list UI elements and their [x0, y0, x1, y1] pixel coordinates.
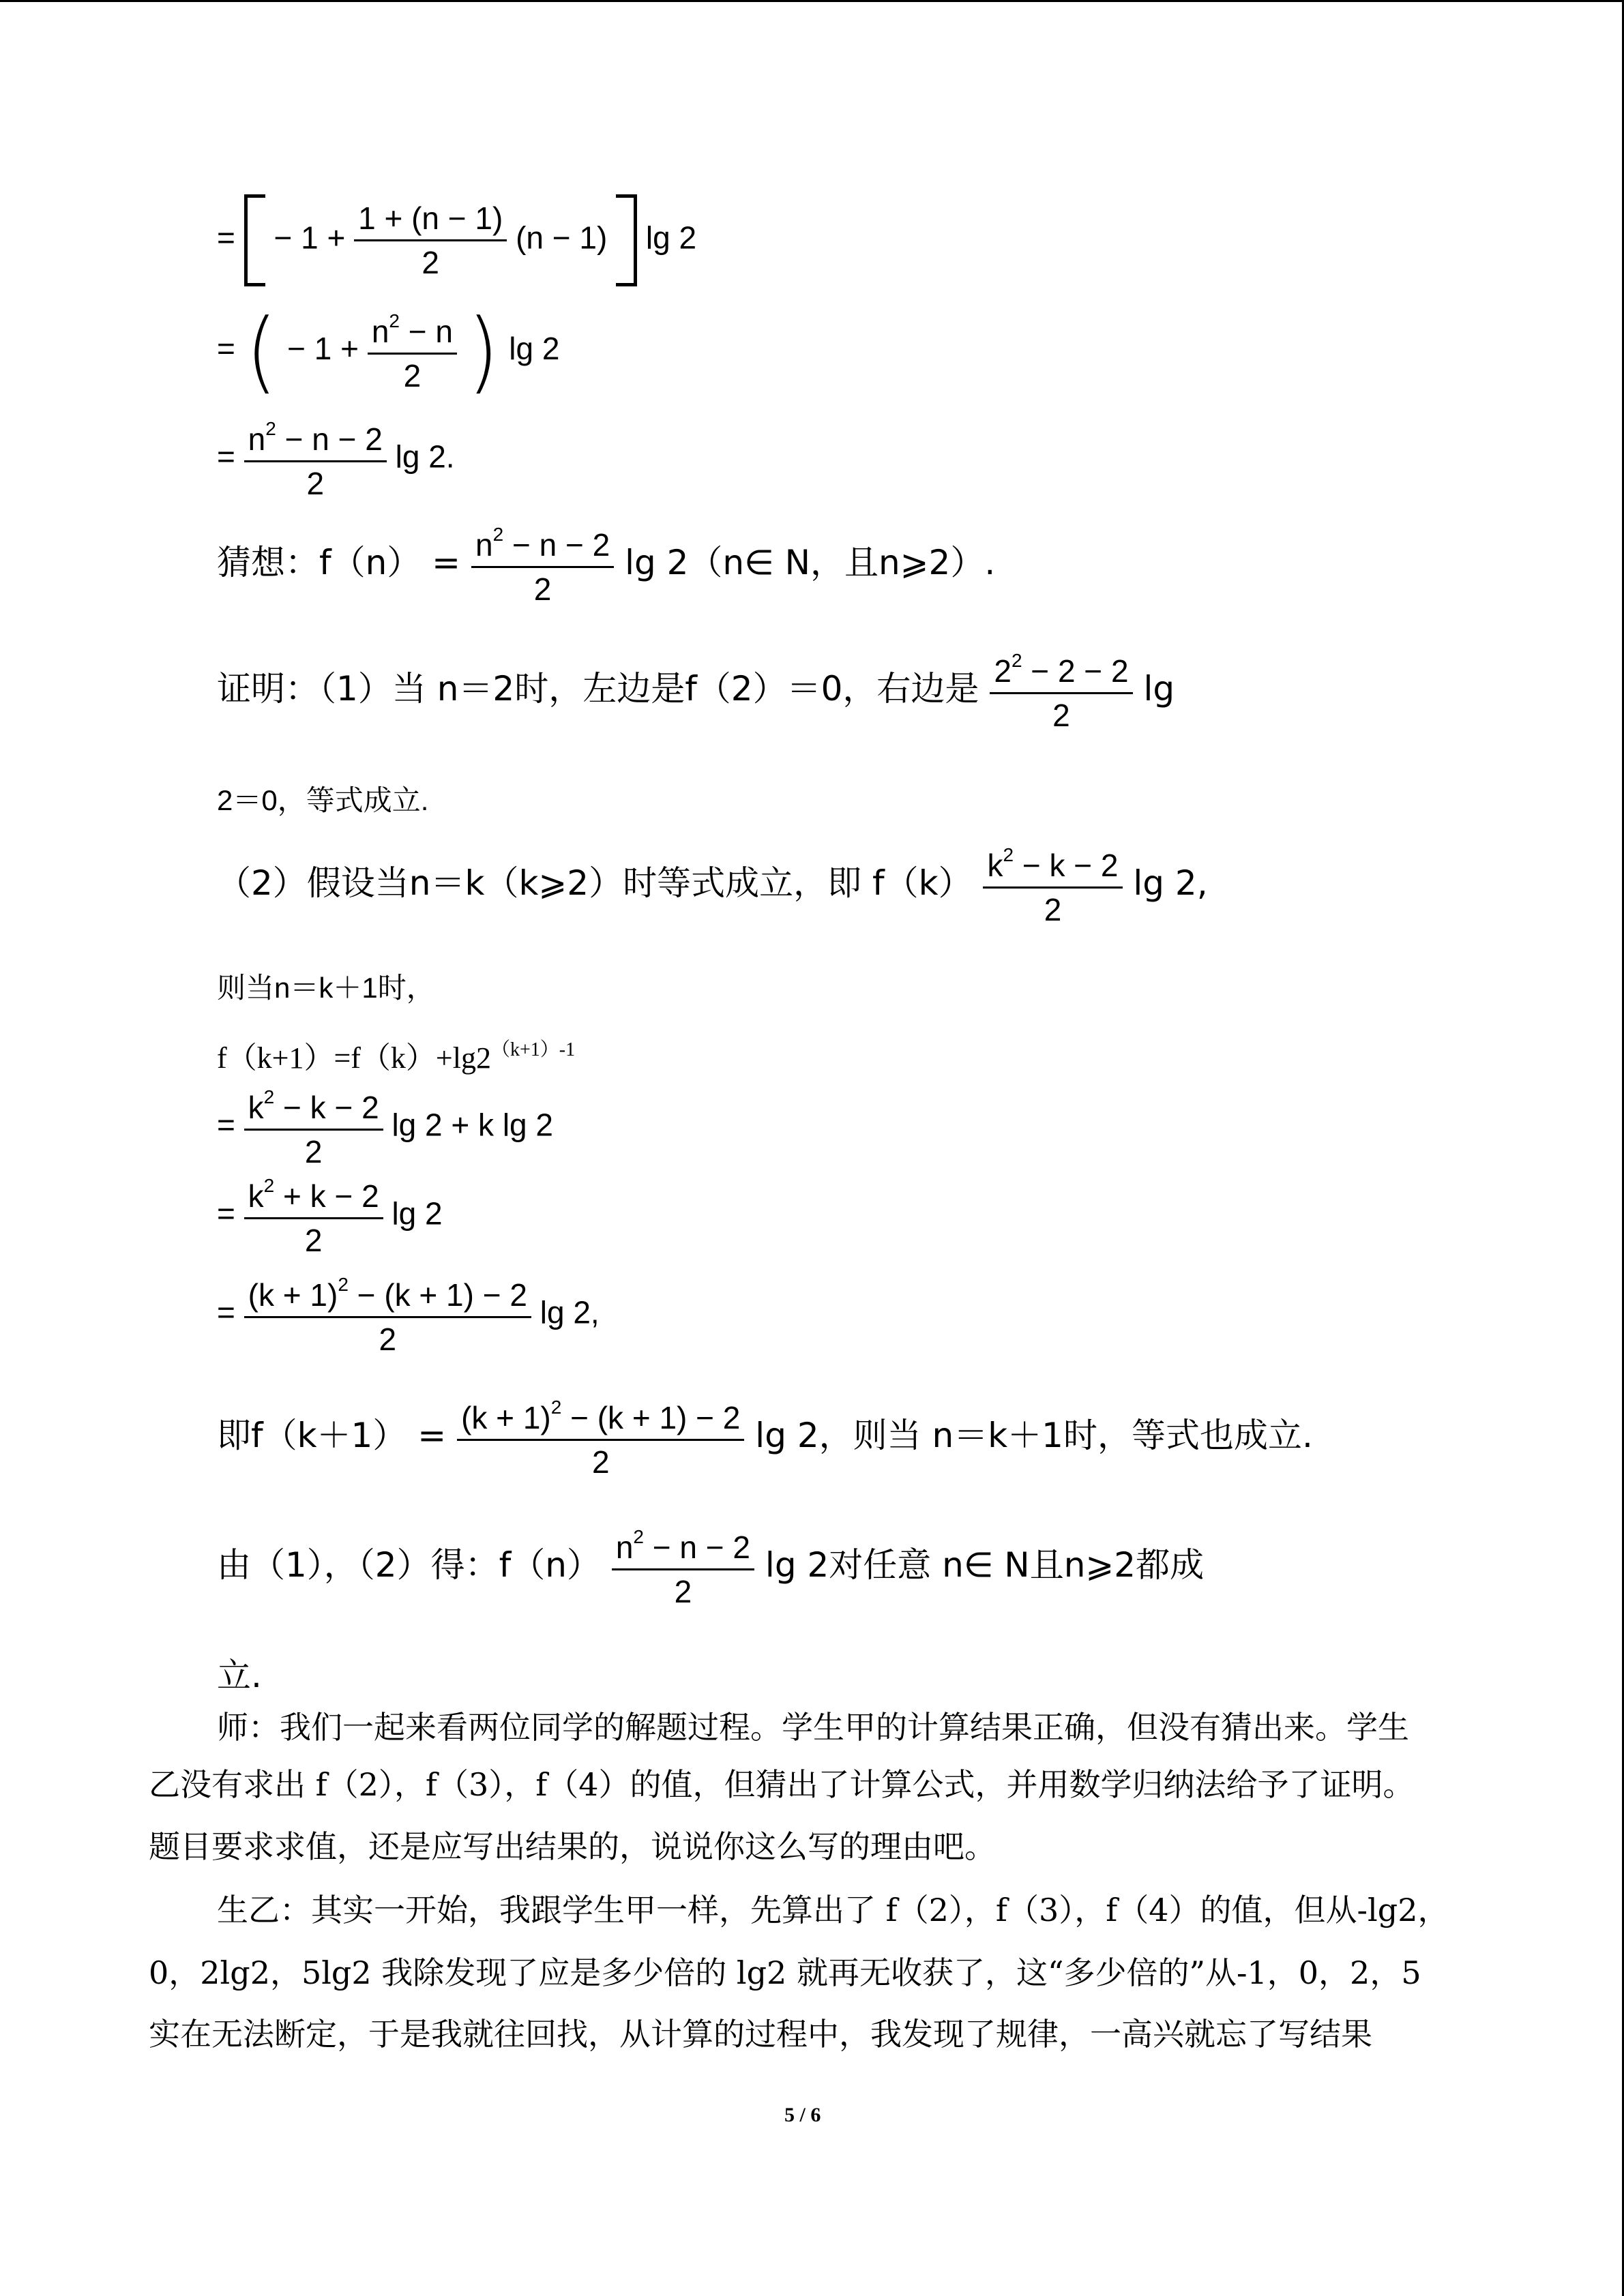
paragraph-line-3: 题目要求求值，还是应写出结果的，说说你这么写的理由吧。 — [149, 1828, 996, 1865]
fraction: $\frac{(k + 1)^2 - (k + 1) - 2}{2}$ — [457, 1398, 744, 1478]
fraction: $\frac{k^2 - k - 2}{2}$ — [244, 1088, 383, 1167]
derivation-step-1: = − 1 + $\frac{1 + (n - 1)}{2}$ (n − 1) lg 2 — [217, 194, 696, 286]
paragraph-line-1: 师：我们一起来看两位同学的解题过程。学生甲的计算结果正确，但没有猜出来。学生 — [217, 1709, 1409, 1746]
paragraph-line-6: 实在无法断定，于是我就往回找，从计算的过程中，我发现了规律，一高兴就忘了写结果 — [149, 2016, 1372, 2053]
fraction: $\frac{2^2 - 2 - 2}{2}$ — [990, 651, 1132, 731]
left-paren: ( — [246, 299, 277, 403]
fraction: $\frac{n^2 - n}{2}$ — [368, 312, 457, 391]
final-conclusion: 由（1），（2）得：f（n） $\frac{n^2 - n - 2}{2}$ lg 2对任意 n∈ N且n⩾2都成 — [217, 1526, 1205, 1609]
proof-step-2: （2）假设当n＝k（k⩾2）时等式成立，即 f（k） $\frac{k^2 - k - 2}{2}$ lg 2, — [217, 844, 1208, 927]
paragraph-line-2: 乙没有求出 f（2），f（3），f（4）的值，但猜出了计算公式，并用数学归纳法给予了证明。 — [149, 1766, 1415, 1803]
final-conclusion-cont: 立. — [217, 1656, 262, 1695]
step-k1-line-1: = $\frac{k^2 - k - 2}{2}$ lg 2 + k lg 2 — [217, 1086, 553, 1169]
proof-step-1: 证明：（1）当 n＝2时，左边是f（2）＝0，右边是 $\frac{2^2 - 2 - 2}{2}$ lg — [217, 650, 1175, 733]
conjecture-line: 猜想：f（n） = $\frac{n^2 - n - 2}{2}$ lg 2（n∈ N，且n⩾2）. — [217, 524, 996, 607]
fraction: $\frac{(k + 1)^2 - (k + 1) - 2}{2}$ — [244, 1275, 531, 1355]
step-k1-intro: 则当n＝k＋1时， — [217, 972, 435, 1004]
proof-step-1-cont: 2＝0，等式成立. — [217, 784, 429, 816]
derivation-step-2: = ( − 1 + $\frac{n^2 - n}{2}$ ) lg 2 — [217, 299, 560, 403]
fraction: $\frac{k^2 + k - 2}{2}$ — [244, 1176, 383, 1256]
right-paren: ) — [467, 299, 499, 403]
paragraph-line-5: 0，2lg2，5lg2 我除发现了应是多少倍的 lg2 就再无收获了，这“多少倍的”从-1，0，2，5 — [149, 1954, 1421, 1991]
fraction: $\frac{n^2 - n - 2}{2}$ — [244, 419, 387, 499]
fraction: $\frac{1 + (n - 1)}{2}$ — [354, 203, 507, 278]
left-bracket — [244, 194, 265, 286]
step-k1-expression: $f(k+1)=f(k)+\lg 2^{(k+1)-1}$ — [217, 1039, 576, 1075]
fraction: $\frac{n^2 - n - 2}{2}$ — [471, 525, 614, 605]
step-k1-line-2: = $\frac{k^2 + k - 2}{2}$ lg 2 — [217, 1175, 443, 1258]
right-bracket — [616, 194, 637, 286]
derivation-step-3: = $\frac{n^2 - n - 2}{2}$ lg 2. — [217, 418, 455, 501]
page-edge-top — [0, 0, 1624, 2]
paragraph-line-4: 生乙：其实一开始，我跟学生甲一样，先算出了 f（2），f（3），f（4）的值，但从-lg2， — [217, 1892, 1449, 1928]
page-number: 5 / 6 — [784, 2104, 821, 2126]
fraction: $\frac{n^2 - n - 2}{2}$ — [612, 1527, 754, 1607]
fraction: $\frac{k^2 - k - 2}{2}$ — [983, 846, 1122, 925]
step-k1-line-3: = $\frac{(k + 1)^2 - (k + 1) - 2}{2}$ lg 2, — [217, 1274, 600, 1357]
conclusion-k1: 即f（k＋1） = $\frac{(k + 1)^2 - (k + 1) - 2}{2}$ lg 2，则当 n＝k＋1时，等式也成立. — [217, 1397, 1313, 1480]
